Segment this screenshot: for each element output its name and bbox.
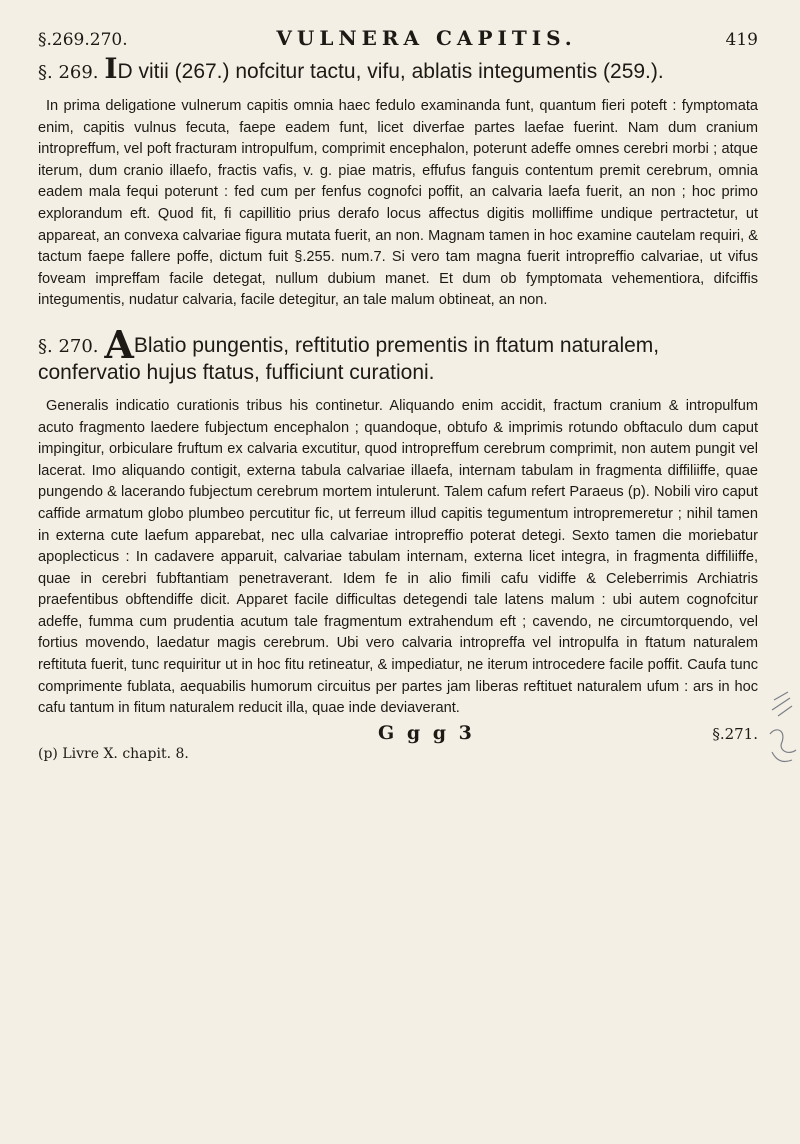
- catchword: §.271.: [712, 724, 758, 743]
- section-269-number: §. 269.: [38, 62, 99, 83]
- section-269-heading-text: D vitii (267.) nofcitur tactu, vifu, ablatis integumentis (259.).: [117, 60, 664, 83]
- section-270-initial: A: [104, 321, 134, 367]
- section-range: §.269.270.: [38, 30, 128, 50]
- section-270-number: §. 270.: [38, 335, 99, 357]
- footnote: (p) Livre X. chapit. 8.: [38, 745, 189, 762]
- section-269-heading: [38, 52, 758, 86]
- section-270-heading: [38, 321, 758, 386]
- section-269-initial: I: [104, 52, 118, 85]
- page-number: 419: [725, 30, 758, 50]
- signature-mark: G g g 3: [378, 721, 475, 744]
- running-title: VULNERA CAPITIS.: [276, 26, 577, 50]
- section-270-body: Generalis indicatio curationis tribus his continetur. Aliquando enim accidit, fractum cranium & intropulfum acuto fragmento laedere fubjectum encephalon ; quandoque, obtufo & imprimis rotundo obftaculo dum caput impingitur, orbiculare fruftum ex calvaria excutitur, quod intropreffum cerebrum comprimit, non autem pungit vel lacerat. Imo aliquando contigit, externa tabula calvariae illaefa, internam tabulam in fragmenta diffiliiffe, quae pungendo & lacerando fubjectum cerebrum mortem intulerunt. Talem cafum refert Paraeus (p). Nobili viro caput caffide armatum globo plumbeo percutitur fic, ut ferreum illud capitis tegumentum intropremeretur ; nihil tamen in externa cute laefum apparebat, nec ulla calvariae intropreffio poterat detegi. Sexto tamen die moriebatur apoplecticus : In cadavere apparuit, calvariae tabulam internam, externa licet integra, in fragmenta diffiliiffe, quae in cerebri fubftantiam penetraverant. Idem fe in alio fimili cafu vidiffe & Celeberrimis Archiatris praefentibus obftendiffe dicit. Apparet facile difficultas detegendi tale latens malum : ubi autem cognofcitur adeffe, fumma cum prudentia acutum tale fragmentum extrahendum eft ; cavendo, ne circumtorquendo, vel fortius movendo, laedatur magis cerebrum. Ubi vero calvaria intropreffa vel intropulfa in ftatum naturalem reftituta fuerit, tunc requiritur ut in hoc fitu retineatur, & impediatur, ne iterum introcedere facile poffit. Caufa tunc comprimente fublata, aequabilis humorum circuitus per partes jam liberas reftituet naturalem ufum : ars in hoc cafu tantum in fitum naturalem reducit illa, quae inde deviaverant.: [38, 397, 758, 717]
- book-page: [38, 26, 758, 762]
- section-270-heading-text: Blatio pungentis, reftitutio prementis in ftatum naturalem, confervatio hujus ftatus, fufficiunt curationi.: [38, 333, 660, 384]
- section-269-body: In prima deligatione vulnerum capitis omnia haec fedulo examinanda funt, quantum fieri poteft : fymptomata enim, capitis vulnus fecuta, faepe eadem funt, licet diverfae partes laefae fuerint. Nam dum cranium intropreffum, vel poft fracturam intropulfum, comprimit encephalon, poterunt adeffe omnes cerebri morbi ; atque iterum, dum cranio illaefo, fractis vafis, v. g. piae matris, effufus fanguis contentum premit cerebrum, omnia eadem mala fequi poterunt : fed cum per fenfus cognofci poffit, an calvaria laefa fuerit, an non ; hoc primo explorandum eft. Quod fit, fi capillitio prius derafo locus affectus digitis molliffime undique pertractetur, ut appareat, an convexa calvariae figura mutata fuerit, an non. Magnam tamen in hoc examine cautelam requiri, & tactum faepe fallere poffe, dictum fuit §.255. num.7. Si vero tam magna fuerit intropreffio calvariae, ut vifus foveam impreffam facile detegat, nullum dubium manet. Et dum ob fymptomata vehementiora, difciffis integumentis, nudatur calvaria, facile detegitur, an tale malum obtineat, an non.: [38, 98, 758, 309]
- page-footer: [38, 722, 758, 744]
- margin-scribble-icon: [766, 690, 800, 770]
- running-header: [38, 26, 758, 50]
